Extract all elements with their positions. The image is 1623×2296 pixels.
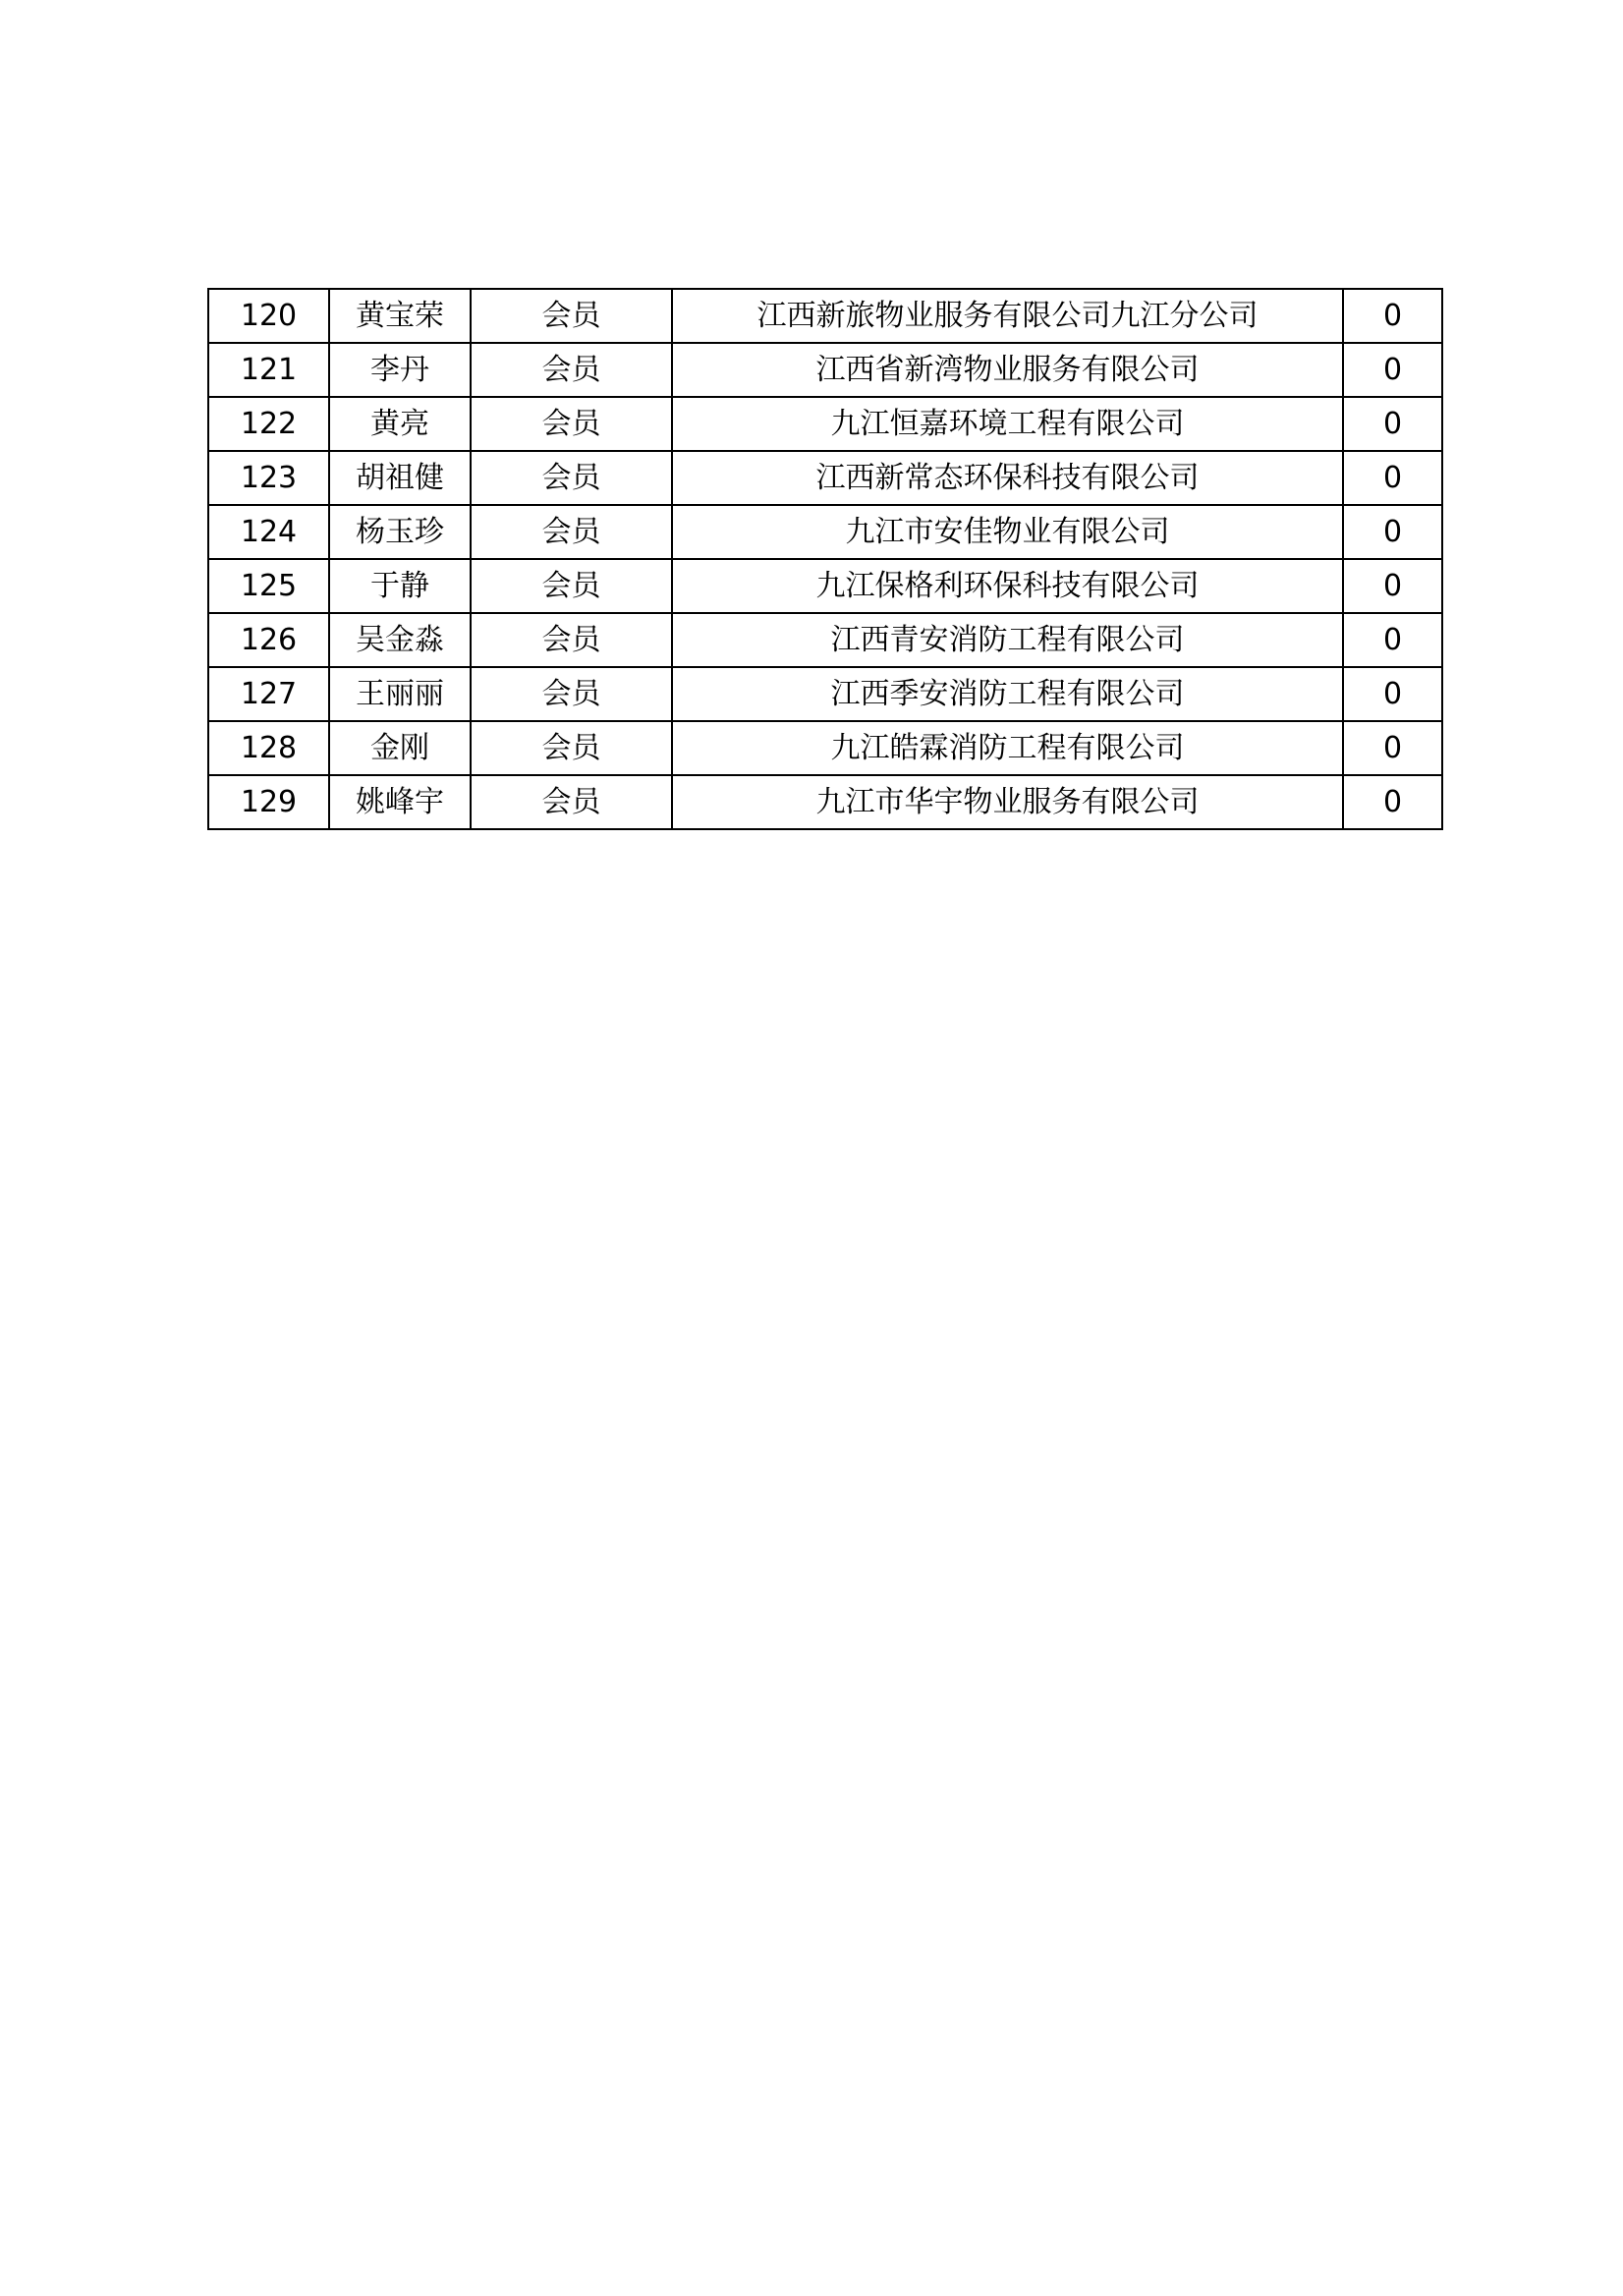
company-name: 江西新常态环保科技有限公司	[672, 451, 1343, 505]
member-role: 会员	[471, 667, 672, 721]
member-role: 会员	[471, 775, 672, 829]
table-row	[208, 397, 1442, 451]
count-value: 0	[1343, 505, 1442, 559]
count-value: 0	[1343, 613, 1442, 667]
member-role: 会员	[471, 613, 672, 667]
count-value: 0	[1343, 559, 1442, 613]
member-role: 会员	[471, 559, 672, 613]
table-row	[208, 721, 1442, 775]
table-row	[208, 343, 1442, 397]
count-value: 0	[1343, 397, 1442, 451]
row-number: 128	[208, 721, 329, 775]
company-name: 九江市华宇物业服务有限公司	[672, 775, 1343, 829]
table-row	[208, 289, 1442, 343]
member-role: 会员	[471, 289, 672, 343]
member-role: 会员	[471, 343, 672, 397]
member-name: 金刚	[329, 721, 471, 775]
company-name: 江西青安消防工程有限公司	[672, 613, 1343, 667]
row-number: 126	[208, 613, 329, 667]
member-name: 黄宝荣	[329, 289, 471, 343]
count-value: 0	[1343, 667, 1442, 721]
company-name: 江西省新湾物业服务有限公司	[672, 343, 1343, 397]
member-name: 于静	[329, 559, 471, 613]
row-number: 123	[208, 451, 329, 505]
table-row	[208, 613, 1442, 667]
company-name: 江西季安消防工程有限公司	[672, 667, 1343, 721]
table-row	[208, 559, 1442, 613]
row-number: 120	[208, 289, 329, 343]
company-name: 九江皓霖消防工程有限公司	[672, 721, 1343, 775]
count-value: 0	[1343, 721, 1442, 775]
member-name: 胡祖健	[329, 451, 471, 505]
count-value: 0	[1343, 289, 1442, 343]
count-value: 0	[1343, 775, 1442, 829]
row-number: 129	[208, 775, 329, 829]
member-role: 会员	[471, 721, 672, 775]
member-name: 吴金淼	[329, 613, 471, 667]
company-name: 九江恒嘉环境工程有限公司	[672, 397, 1343, 451]
table-row	[208, 505, 1442, 559]
member-role: 会员	[471, 451, 672, 505]
count-value: 0	[1343, 451, 1442, 505]
member-name: 杨玉珍	[329, 505, 471, 559]
member-name: 王丽丽	[329, 667, 471, 721]
member-role: 会员	[471, 397, 672, 451]
table-row	[208, 667, 1442, 721]
count-value: 0	[1343, 343, 1442, 397]
member-name: 黄亮	[329, 397, 471, 451]
company-name: 九江保格利环保科技有限公司	[672, 559, 1343, 613]
member-table	[207, 288, 1443, 830]
row-number: 121	[208, 343, 329, 397]
row-number: 125	[208, 559, 329, 613]
row-number: 124	[208, 505, 329, 559]
company-name: 九江市安佳物业有限公司	[672, 505, 1343, 559]
company-name: 江西新旅物业服务有限公司九江分公司	[672, 289, 1343, 343]
row-number: 122	[208, 397, 329, 451]
table-row	[208, 451, 1442, 505]
member-name: 姚峰宇	[329, 775, 471, 829]
member-name: 李丹	[329, 343, 471, 397]
member-role: 会员	[471, 505, 672, 559]
row-number: 127	[208, 667, 329, 721]
table-row	[208, 775, 1442, 829]
